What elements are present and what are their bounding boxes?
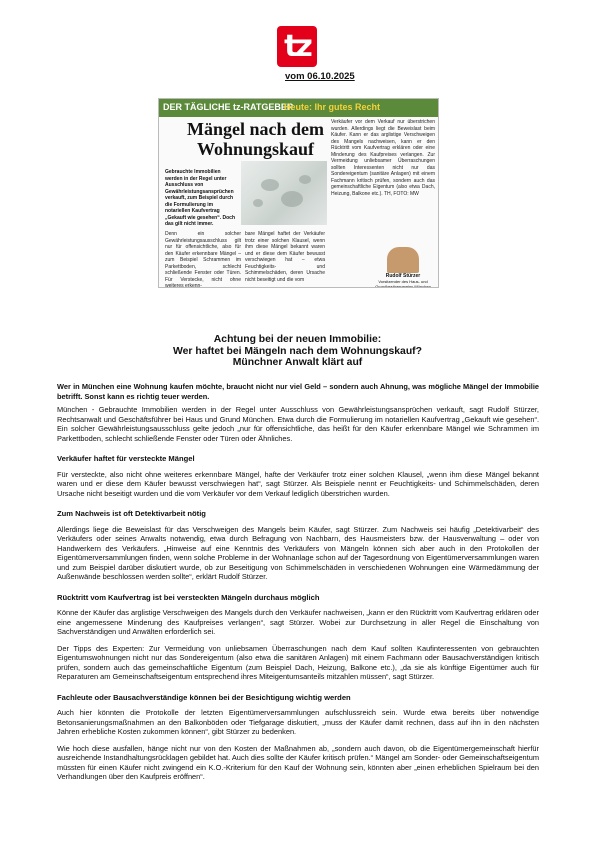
author-box	[371, 247, 435, 287]
subheading-4: Fachleute oder Bausachverständige können bei der Besichtigung wichtig werden	[57, 692, 351, 702]
author-name: Rudolf Stürzer	[385, 273, 421, 279]
article-intro: Wer in München eine Wohnung kaufen möchte, braucht nicht nur viel Geld – sondern auch Ahnung, was mögliche Mängel der Immobilie betrifft. Sonst kann es richtig teuer werden.	[57, 382, 539, 401]
newspaper-clipping	[158, 98, 439, 288]
title-line-2: Wer haftet bei Mängeln nach dem Wohnungskauf?	[172, 345, 422, 357]
author-role: Vorsitzender des Haus- und Grundbesitzervereins München	[375, 279, 431, 288]
clipping-lead: Gebrauchte Immobilien werden in der Regel unter Ausschluss von Gewährleistungsansprüchen verkauft, zum Beispiel durch die Formulierung im notariellen Kaufvertrag „Gekauft wie gesehen“. Doch das gilt nicht immer.	[165, 169, 236, 227]
subheading-2: Zum Nachweis ist oft Detektivarbeit nötig	[57, 509, 206, 518]
paragraph-6: Auch hier könnten die Protokolle der letzten Eigentümerversammlungen aufschlussreich sein. Wurde etwa bereits über notwendige Betonsanierungsmaßnahmen an den Balkonböden oder Tiefgarage diskutiert, „muss der Käufer damit rechnen, dass auf ihn in den nächsten Jahren erhebliche Kosten zukommen können“, gibt Stürzer zu bedenken.	[57, 708, 539, 736]
author-photo	[387, 247, 419, 273]
paragraph-4: Könne der Käufer das arglistige Verschweigen des Mangels durch den Verkäufer nachweisen, „kann er den Rücktritt vom Kaufvertrag erklären oder eine angemessene Minderung des Kaufpreises verlangen“, sagt Stürzer. Wobei zur Durchsetzung in aller Regel die Einschaltung von Sachverständigen und Anwälten erforderlich sei.	[57, 608, 539, 636]
title-line-3: Münchner Anwalt klärt auf	[232, 357, 363, 368]
clipping-column-3: Verkäufer vor dem Verkauf nur überstrichen wurden. Allerdings liegt die Beweislast beim Käufer. Kann er das arglistige Verschweigen des Mangels nachweisen, kann er den Rücktritt vom Kaufvertrag erklären oder eine Minderung des Kaufpreises verlangen. Zur Vermeidung unliebsamer Überraschungen sollten Interessenten nicht nur das Sondereigentum (sanitäre Anlagen) mit einem Fachmann kritisch prüfen, sondern auch das gemeinschaftliche Eigentum (also etwa Dach, Heizung, Balkone etc.). TH, FOTO: MW	[331, 119, 435, 197]
date-line: vom 06.10.2025	[285, 71, 355, 82]
paragraph-2: Für versteckte, also nicht ohne weiteres erkennbare Mängel, hafte der Verkäufer trotz einer solchen Klausel, „wenn ihm diese Mängel bekannt waren und er diese dem Käufer bewusst verschwiegen hat“, sagt Stürzer. Als Beispiele nennt er Feuchtigkeits- und Schimmelschäden, deren Ursache nicht beseitigt wurden und die vom Verkäufer vor dem Verkauf lediglich überstrichen wurden.	[57, 469, 539, 498]
article-title	[0, 334, 595, 369]
logo-text: tz	[284, 28, 310, 64]
clipping-column-2: bare Mängel haftet der Verkäufer trotz einer solchen Klausel, wenn ihm diese Mängel bekannt waren und er diese dem Käufer bewusst verschwiegen hat – etwa Feuchtigkeits- und Schimmelschäden, deren Ursache nicht beseitigt und die vom	[245, 231, 325, 283]
title-line-1: Achtung bei der neuen Immobilie:	[213, 334, 382, 345]
paragraph-1: München - Gebrauchte Immobilien werden in der Regel unter Ausschluss von Gewährleistungsansprüchen verkauft, sagt Rudolf Stürzer, Rechtsanwalt und Geschäftsführer bei Haus und Grund München. Etwa durch die Formulierung im notariellen Kaufvertrag „Gekauft wie gesehen“. Ein solcher Gewährleistungsausschluss gelte jedoch „nur für offensichtliche, das heißt für den Käufer erkennbare Mängel wie Schrammen im Parkettboden, schlecht schließende Fenster oder Türen oder Ähnliches.	[57, 405, 539, 443]
paragraph-7: Wie hoch diese ausfallen, hänge nicht nur von den Kosten der Maßnahmen ab, „sondern auch davon, ob die Eigentümergemeinschaft hierfür ausreichende Instandhaltungsrücklagen gebildet hat. Auch dies sollte der Käufer kritisch prüfen.“ Mängel am Sonder- oder Gemeinschaftseigentum müssten für einen Käufer nicht zwingend ein K.O.-Kriterium für den Kauf der Wohnung sein, könnten aber „einen erheblichen Spielraum bei den Verhandlungen über den Kaufpreis eröffnen“.	[57, 743, 539, 781]
clipping-series: DER TÄGLICHE tz-RATGEBER	[163, 102, 294, 112]
clipping-topic: Heute: Ihr gutes Recht	[284, 102, 381, 112]
tz-logo	[277, 26, 317, 67]
mold-wall-photo	[241, 161, 327, 225]
clipping-column-1: Denn ein solcher Gewährleistungsausschluss gilt nur für offensichtliche, also für den Käufer erkennbare Mängel – zum Beispiel Schrammen im Parkettboden, schlecht schließende Fenster oder Türen. Für Verstecke, nicht ohne weiteres erkenn-	[165, 231, 241, 288]
clipping-headline: Mängel nach dem Wohnungskauf	[187, 119, 324, 159]
paragraph-5: Der Tipps des Experten: Zur Vermeidung von unliebsamen Überraschungen nach dem Kauf sollten Kaufinteressenten von gebrauchten Eigentumswohnungen nicht nur das Sondereigentum (also etwa die sanitären Anlagen) mit einem Fachmann oder Bausachverständigen kritisch prüfen, sondern auch das gemeinschaftliche Eigentum (zum Beispiel Dach, Heizung, Balkone etc.), „da sie als künftige Eigentümer auch für Reparaturen am Gemeinschaftseigentum entsprechend ihres Miteigentumsanteils mitzahlen müssen“, sagt Stürzer.	[57, 643, 539, 681]
article-body	[57, 382, 539, 789]
clipping-header-bar	[159, 99, 438, 117]
paragraph-3: Allerdings liege die Beweislast für das Verschweigen des Mangels beim Käufer, sagt Stürzer. Zum Nachweis sei häufig „Detektivarbeit“ des Verkäufers oder seines Anwalts notwendig, etwa durch Befragung von Nachbarn, des Hausmeisters bzw. der Hausverwaltung – oder von Handwerkern des Verkäufers. „Hinweise auf eine Kenntnis des Verkäufers von Mängeln können sich aber auch in den Protokollen der Eigentümerversammlungen finden, wenn solche Probleme in der Wohnanlage schon auf der Tagesordnung von Eigentümerversammlungen waren und zum Beispiel darüber diskutiert wurde, ob zur Beseitigung von Schimmelschäden in verschiedenen Wohnungen eine Wärmedämmung der Außenwände beschlossen werden sollte“, erklärt Rudolf Stürzer.	[57, 524, 539, 581]
subheading-3: Rücktritt vom Kaufvertrag ist bei versteckten Mängeln durchaus möglich	[57, 592, 320, 602]
subheading-1: Verkäufer haftet für versteckte Mängel	[57, 454, 195, 463]
